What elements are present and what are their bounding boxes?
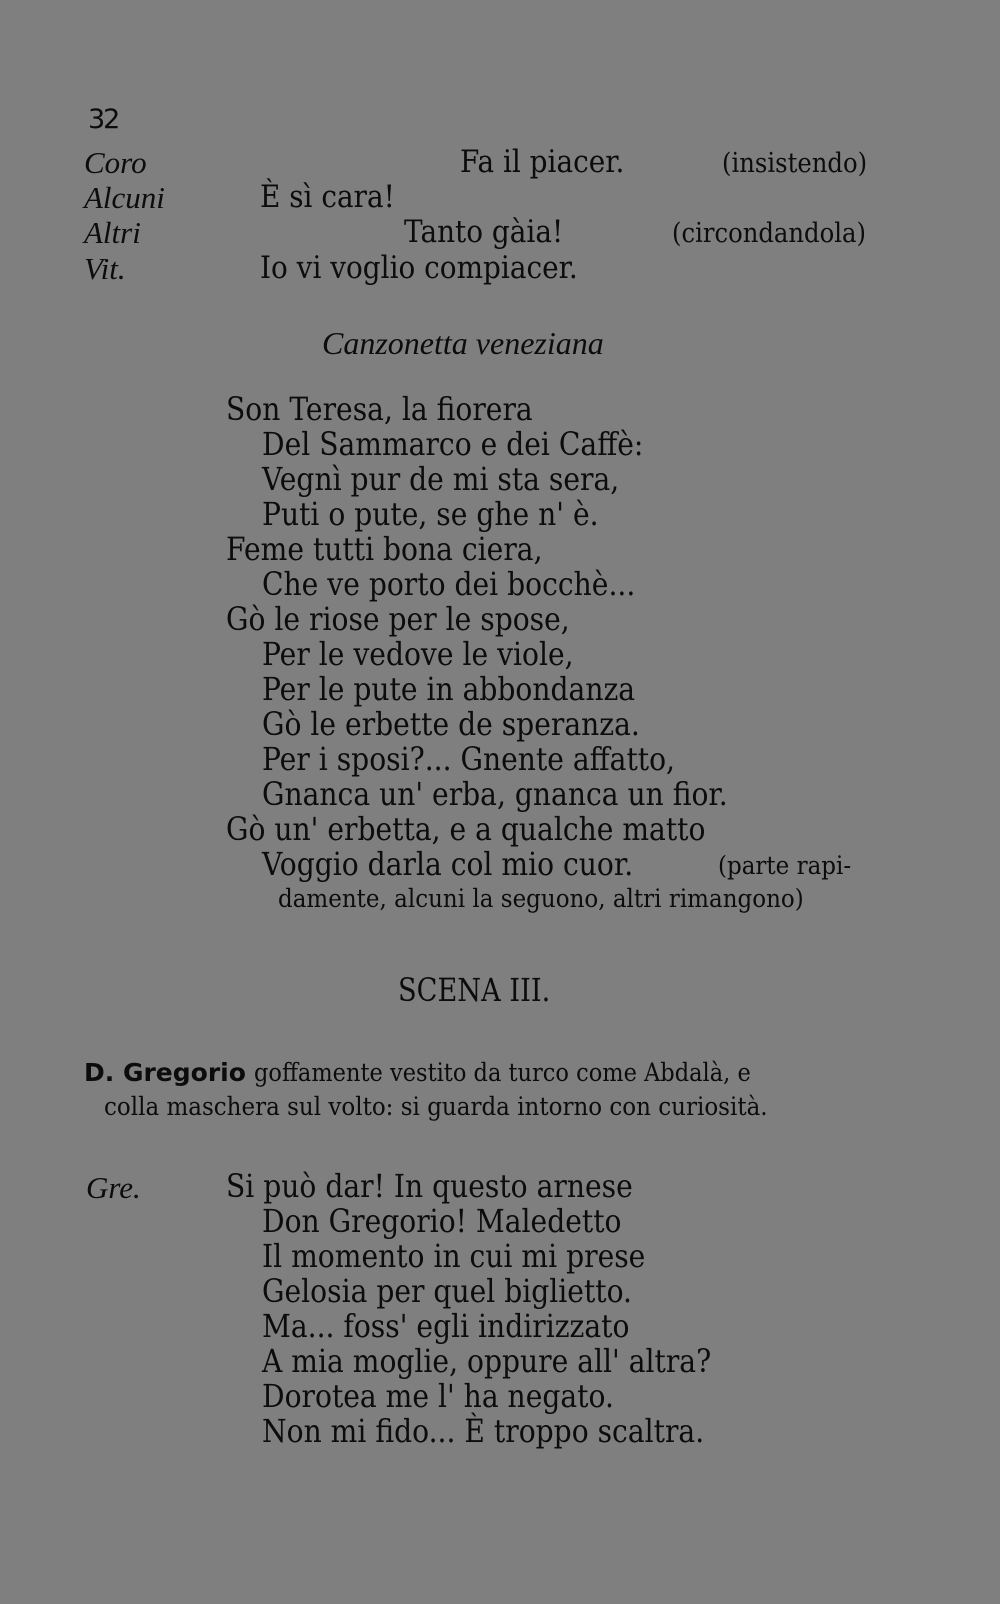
verse-line: Feme tutti bona ciera, <box>226 530 543 568</box>
speaker-alcuni: Alcuni <box>84 180 165 215</box>
dialogue-line: Io vi voglio compiacer. <box>260 250 578 286</box>
stage-direction: (parte rapi- <box>718 851 852 880</box>
dialogue-line: Tanto gàia! <box>404 214 564 250</box>
verse-line: Per i sposi?... Gnente affatto, <box>262 740 675 778</box>
scene-desc-text: goffamente vestito da turco come Abdalà, e <box>253 1058 751 1087</box>
page-number: 32 <box>88 104 119 135</box>
dialogue-line: Fa il piacer. <box>460 144 625 180</box>
verse-line: Ma... foss' egli indirizzato <box>262 1307 630 1345</box>
verse-line: Gò le riose per le spose, <box>226 600 570 638</box>
scene-description-line-2: colla maschera sul volto: si guarda intorno con curiosità. <box>104 1092 768 1121</box>
verse-line: Che ve porto dei bocchè... <box>262 565 636 603</box>
stage-direction: (circondandola) <box>672 218 866 249</box>
verse-line: Per le vedove le viole, <box>262 635 574 673</box>
speaker-altri: Altri <box>84 215 141 250</box>
dialogue-line: È sì cara! <box>260 179 395 215</box>
verse-line: Non mi fido... È troppo scaltra. <box>262 1412 705 1450</box>
stage-direction: damente, alcuni la seguono, altri rimangono) <box>278 884 804 913</box>
song-title: Canzonetta veneziana <box>322 325 604 361</box>
verse-line: Gò un' erbetta, e a qualche matto <box>226 810 706 848</box>
verse-line: Gò le erbette de speranza. <box>262 705 640 743</box>
verse-line: Si può dar! In questo arnese <box>226 1167 633 1205</box>
verse-line: Don Gregorio! Maledetto <box>262 1202 622 1240</box>
verse-line: Puti o pute, se ghe n' è. <box>262 495 599 533</box>
scene-title: SCENA III. <box>398 971 551 1009</box>
verse-line: Gnanca un' erba, gnanca un fior. <box>262 775 728 813</box>
speaker-vit: Vit. <box>84 251 126 286</box>
character-name: D. Gregorio <box>84 1058 246 1087</box>
verse-line: Del Sammarco e dei Caffè: <box>262 425 644 463</box>
verse-line: Dorotea me l' ha negato. <box>262 1377 614 1415</box>
verse-line: Per le pute in abbondanza <box>262 670 636 708</box>
speaker-coro: Coro <box>84 145 147 180</box>
scene-description <box>84 1060 806 1085</box>
verse-line: Vegnì pur de mi sta sera, <box>262 460 620 498</box>
verse-line: Il momento in cui mi prese <box>262 1237 646 1275</box>
verse-line: Gelosia per quel biglietto. <box>262 1272 632 1310</box>
speaker-gre: Gre. <box>86 1170 141 1205</box>
stage-direction: (insistendo) <box>722 148 868 179</box>
verse-line: Voggio darla col mio cuor. <box>262 845 634 883</box>
verse-line: A mia moglie, oppure all' altra? <box>262 1342 712 1380</box>
verse-line: Son Teresa, la fiorera <box>226 390 533 428</box>
